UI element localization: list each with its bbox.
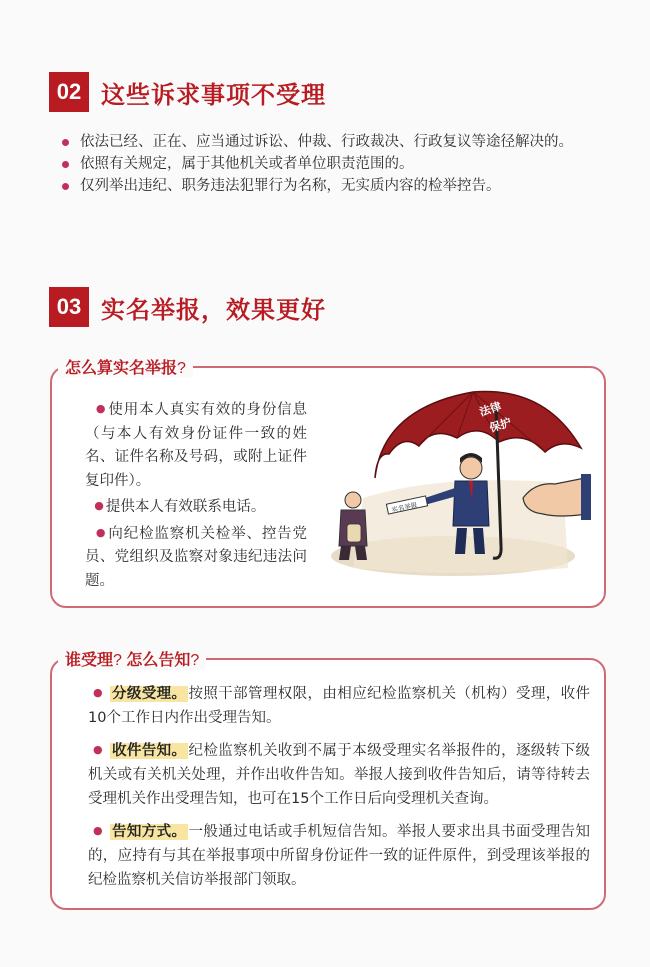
- item-label: 告知方式。: [112, 824, 187, 840]
- umbrella-text-1: 法律: [477, 399, 503, 419]
- man-head: [460, 457, 482, 479]
- section-number: 02: [49, 72, 89, 112]
- umbrella-illustration: [323, 378, 591, 586]
- list-item: [88, 738, 590, 811]
- list-item: 依照有关规定，属于其他机关或者单位职责范围的。: [62, 153, 573, 175]
- list-item: 仅列举出违纪、职务违法犯罪行为名称，无实质内容的检举控告。: [62, 175, 573, 197]
- card-tag-mark: ?: [177, 360, 186, 377]
- item-text: 一般通过电话或手机短信告知。举报人要求出具书面受理告知的，应持有与其在举报事项中所留身份证件一致的证件原件，到受理该举报的纪检监察机关信访举报部门领取。: [88, 824, 591, 888]
- card-tag-text: 怎么告知: [126, 652, 191, 669]
- bullet-icon: ●: [94, 499, 104, 512]
- bullet-icon: ●: [95, 402, 107, 415]
- bullet-icon: ●: [95, 525, 107, 539]
- item-text: 按照干部管理权限，由相应纪检监察机关（机构）受理，收件10个工作日内作出受理告知。: [88, 686, 591, 726]
- card-tag: [58, 355, 193, 378]
- card-tag-text: 谁受理: [65, 652, 114, 669]
- card-tag-text: 怎么算实名举报: [65, 360, 178, 377]
- item-label: 分级受理。: [112, 686, 187, 702]
- real-name-criteria: [85, 397, 307, 593]
- list-item: [85, 494, 307, 520]
- item-text: 向纪检监察机关检举、控告党员、党组织及监察对象违纪违法问题。: [85, 525, 308, 589]
- card-tag: [58, 647, 206, 670]
- bullet-icon: ●: [93, 743, 103, 756]
- umbrella-text-2: 保护: [487, 415, 513, 435]
- section-title: 这些诉求事项不受理: [101, 81, 326, 109]
- section-03-header: [49, 287, 326, 327]
- list-item: 依法已经、正在、应当通过诉讼、仲裁、行政裁决、行政复议等途径解决的。: [62, 131, 573, 153]
- item-label: 收件告知。: [112, 743, 187, 759]
- list-item: [85, 521, 307, 594]
- card-tag-mark: ?: [113, 652, 122, 669]
- item-text: 提供本人有效联系电话。: [105, 499, 266, 515]
- section-title: 实名举报，效果更好: [101, 296, 326, 324]
- bullet-icon: ●: [93, 824, 103, 837]
- bullet-icon: ●: [93, 686, 103, 699]
- acceptance-notice-list: [88, 681, 590, 900]
- list-item: [88, 819, 590, 892]
- item-text: 使用本人真实有效的身份信息（与本人有效身份证件一致的姓名、证件名称及号码，或附上证件复印件）。: [85, 402, 308, 489]
- sleeve: [581, 474, 591, 520]
- small-man-head: [345, 492, 361, 508]
- list-item: [85, 397, 307, 493]
- section-number: 03: [49, 287, 89, 327]
- section-02-header: [49, 72, 326, 112]
- card-tag-mark: ?: [190, 652, 200, 669]
- item-text: 纪检监察机关收到不属于本级受理实名举报件的，逐级转下级机关或有关机关处理，并作出收件告知。举报人接到收件告知后，请等待转去受理机关作出受理告知，也可在15个工作日后向受理机关查询。: [88, 743, 591, 807]
- paper-text: 实名举报: [390, 500, 419, 515]
- list-item: [88, 681, 590, 730]
- not-accepted-list: [62, 131, 573, 197]
